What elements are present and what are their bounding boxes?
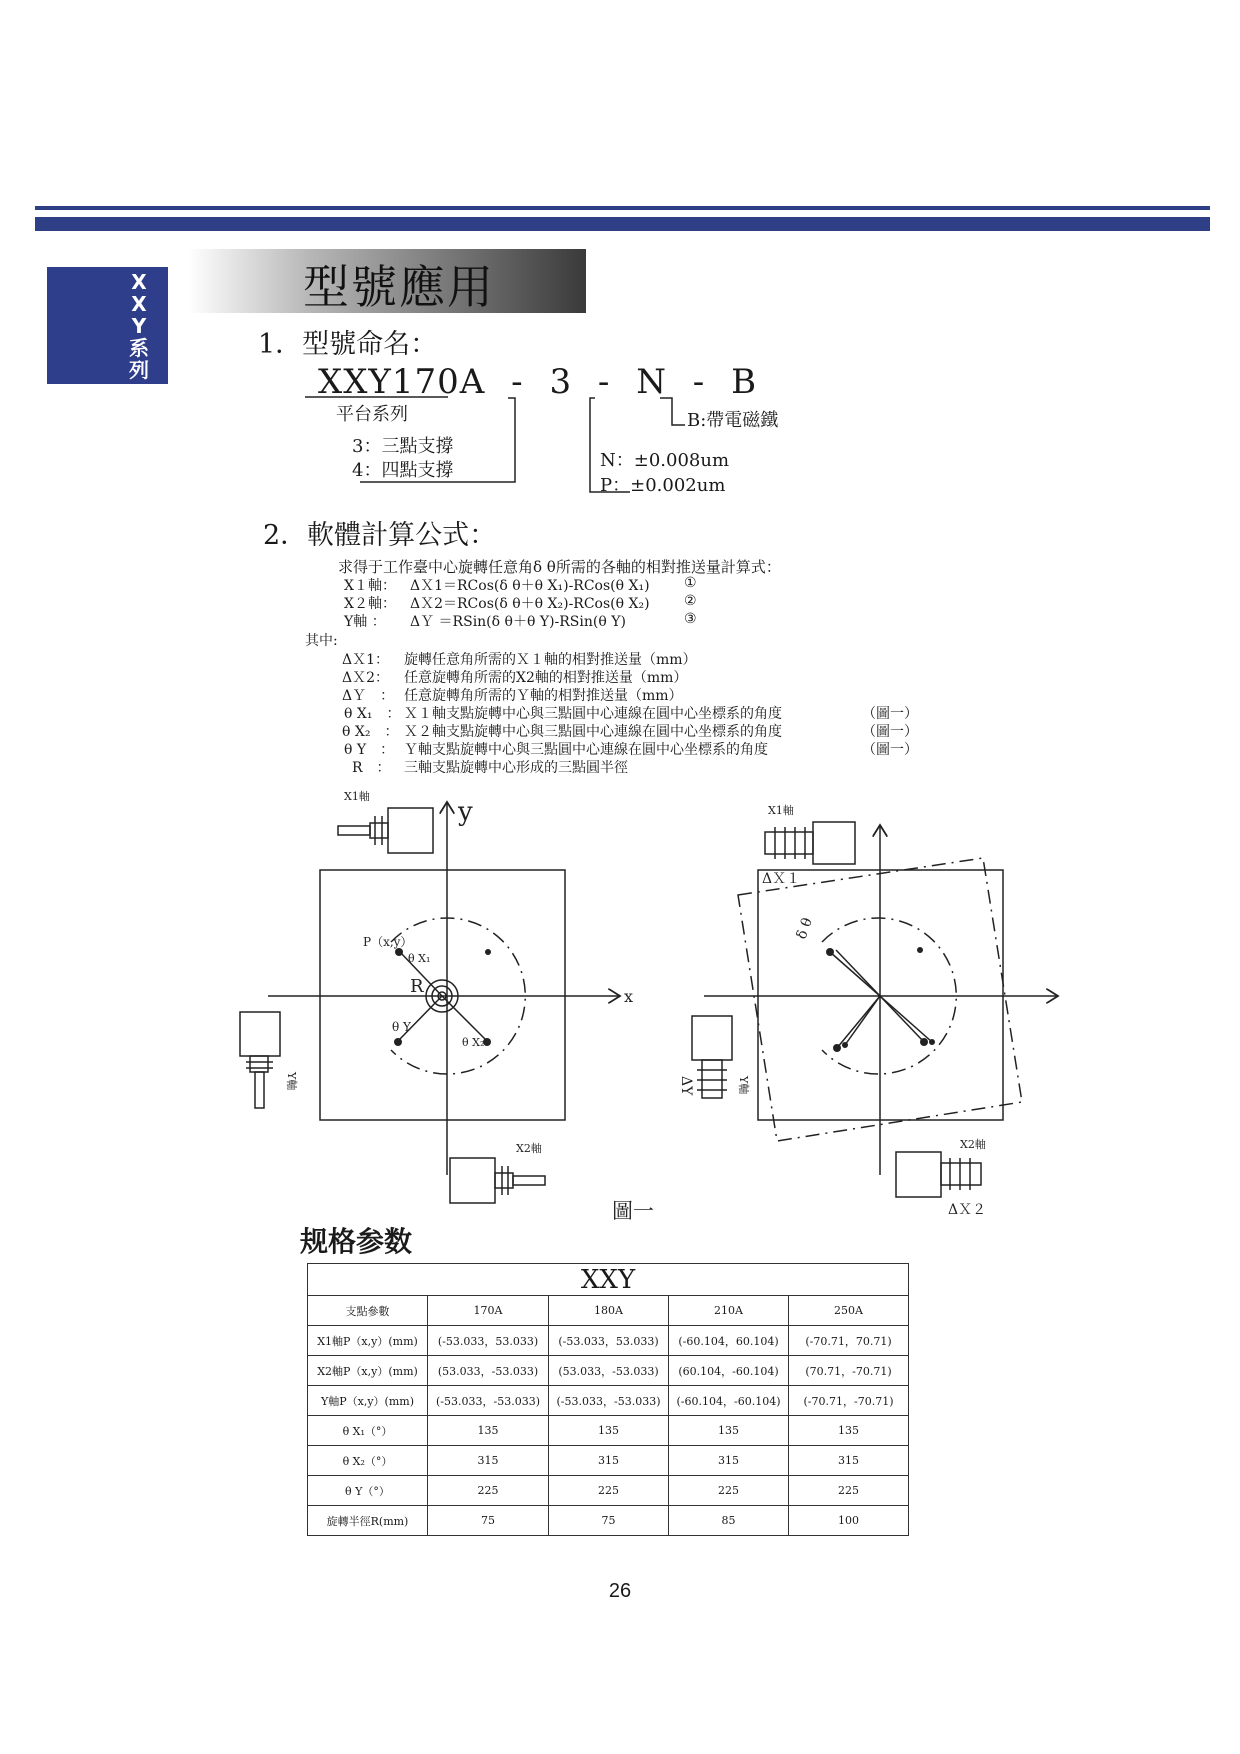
- definition-symbol: θ X₂ ：: [342, 724, 399, 740]
- definition-figure-ref: （圖一）: [862, 706, 918, 722]
- table-cell: θ Y（°）: [308, 1476, 428, 1506]
- left-x1-axis-label: X1軸: [344, 790, 370, 803]
- right-x1-axis-label: X1軸: [768, 804, 794, 817]
- table-cell: (-53.033，-53.033): [549, 1386, 669, 1416]
- page-number: 26: [608, 1580, 632, 1602]
- spec-header-row: [308, 1296, 909, 1326]
- formula-y-num: ③: [684, 611, 697, 627]
- model-dash-2: -: [597, 362, 611, 402]
- table-cell: (53.033，-53.033): [549, 1356, 669, 1386]
- left-theta-x1-label: θ X₁: [408, 952, 431, 965]
- table-cell: Y軸P（x,y）(mm): [308, 1386, 428, 1416]
- section1-heading: 1．型號命名：: [258, 329, 438, 360]
- spec-table: [307, 1263, 909, 1536]
- support-4-label: 4：四點支撐: [352, 460, 454, 481]
- definition-symbol: ΔＸ2：: [342, 670, 390, 686]
- spec-table-title-row: [308, 1264, 909, 1296]
- table-row: [308, 1506, 909, 1536]
- left-x2-axis-label: X2軸: [516, 1142, 542, 1155]
- model-part-option: B: [731, 362, 758, 402]
- table-cell: 135: [669, 1416, 789, 1446]
- table-cell: (-53.033，53.033): [549, 1326, 669, 1356]
- definition-text: 三軸支點旋轉中心形成的三點圓半徑: [404, 760, 628, 776]
- series-side-tab-text: X X Y 系 列: [129, 270, 149, 382]
- left-theta-y-label: θ Y: [392, 1020, 411, 1034]
- right-y-axis-label: Y軸: [737, 1076, 750, 1095]
- table-cell: (-70.71，-70.71): [789, 1386, 909, 1416]
- definition-symbol: R ：: [352, 760, 391, 776]
- table-row: [308, 1416, 909, 1446]
- model-part-support: 3: [549, 362, 573, 402]
- table-cell: X2軸P（x,y）(mm): [308, 1356, 428, 1386]
- table-cell: 315: [428, 1446, 549, 1476]
- table-row: [308, 1326, 909, 1356]
- table-row: [308, 1476, 909, 1506]
- left-x-label: x: [624, 987, 634, 1006]
- table-cell: 100: [789, 1506, 909, 1536]
- definition-text: Ｘ２軸支點旋轉中心與三點圓中心連線在圓中心坐標系的角度: [404, 724, 782, 740]
- table-cell: X1軸P（x,y）(mm): [308, 1326, 428, 1356]
- formula-x2-num: ②: [684, 593, 697, 609]
- table-cell: 85: [669, 1506, 789, 1536]
- table-cell: 135: [789, 1416, 909, 1446]
- table-cell: 315: [669, 1446, 789, 1476]
- figure-caption: 圖一: [612, 1199, 654, 1220]
- left-diagram: [240, 802, 620, 1203]
- right-delta-y-label: ΔY: [678, 1076, 694, 1096]
- definition-figure-ref: （圖一）: [862, 742, 918, 758]
- accuracy-p-label: P：±0.002um: [600, 475, 726, 496]
- right-diagram: [692, 822, 1058, 1197]
- table-cell: 75: [428, 1506, 549, 1536]
- table-cell: θ X₁（°）: [308, 1416, 428, 1446]
- table-cell: (-60.104，60.104): [669, 1326, 789, 1356]
- model-part-accuracy: N: [636, 362, 667, 402]
- right-delta-theta-label: δ θ: [793, 915, 817, 942]
- right-x2-axis-label: X2軸: [960, 1138, 986, 1151]
- left-theta-x2-label: θ X₂: [462, 1036, 485, 1049]
- formula-x1-num: ①: [684, 575, 697, 591]
- model-dash-1: -: [511, 362, 524, 402]
- definition-text: 任意旋轉角所需的Ｙ軸的相對推送量（mm）: [404, 688, 683, 704]
- table-cell: 225: [789, 1476, 909, 1506]
- formula-y-axis: Y軸 ：: [344, 614, 386, 630]
- table-cell: (-60.104，-60.104): [669, 1386, 789, 1416]
- model-callout-lines: [0, 0, 1240, 500]
- table-cell: 225: [428, 1476, 549, 1506]
- definition-symbol: ΔＹ ：: [342, 688, 395, 704]
- left-radius-label: R: [410, 976, 424, 997]
- left-point-p-label: P（x,y）: [363, 935, 413, 949]
- formula-intro: 求得于工作臺中心旋轉任意角δ θ所需的各軸的相對推送量計算式：: [338, 558, 781, 576]
- formula-x2-axis: X２軸：: [344, 596, 396, 612]
- right-delta-x1-label: ΔＸ１: [762, 871, 801, 887]
- table-cell: 135: [549, 1416, 669, 1446]
- table-cell: θ X₂（°）: [308, 1446, 428, 1476]
- definition-text: 任意旋轉角所需的X2軸的相對推送量（mm）: [404, 670, 688, 686]
- spec-table-title: XXY: [308, 1264, 909, 1296]
- table-row: [308, 1356, 909, 1386]
- table-cell: 75: [549, 1506, 669, 1536]
- definition-text: Ｘ１軸支點旋轉中心與三點圓中心連線在圓中心坐標系的角度: [404, 706, 782, 722]
- support-3-label: 3：三點支撐: [352, 436, 454, 457]
- definition-text: 旋轉任意角所需的Ｘ１軸的相對推送量（mm）: [404, 652, 697, 668]
- option-b-label: B:帶電磁鐵: [687, 410, 779, 431]
- model-part-series: XXY170A: [318, 362, 486, 402]
- spec-column-header: 支點參數: [308, 1296, 428, 1326]
- spec-column-header: 180A: [549, 1296, 669, 1326]
- table-cell: 旋轉半徑R(mm): [308, 1506, 428, 1536]
- where-label: 其中:: [305, 633, 338, 649]
- formula-x2-expr: ΔＸ2＝RCos(δ θ＋θ X₂)-RCos(θ X₂): [410, 596, 650, 612]
- page-title: 型號應用: [303, 260, 495, 314]
- definition-figure-ref: （圖一）: [862, 724, 918, 740]
- model-dash-3: -: [692, 362, 706, 402]
- table-cell: 315: [549, 1446, 669, 1476]
- definition-symbol: θ Y ：: [344, 742, 395, 758]
- table-cell: (-70.71，70.71): [789, 1326, 909, 1356]
- table-cell: (70.71，-70.71): [789, 1356, 909, 1386]
- definition-symbol: θ X₁ ：: [344, 706, 401, 722]
- spec-column-header: 170A: [428, 1296, 549, 1326]
- spec-column-header: 250A: [789, 1296, 909, 1326]
- formula-x1-axis: X１軸：: [344, 578, 396, 594]
- formula-x1-expr: ΔＸ1＝RCos(δ θ＋θ X₁)-RCos(θ X₁): [410, 578, 650, 594]
- spec-column-header: 210A: [669, 1296, 789, 1326]
- table-row: [308, 1386, 909, 1416]
- table-cell: 135: [428, 1416, 549, 1446]
- table-row: [308, 1446, 909, 1476]
- left-y-label: y: [458, 797, 473, 827]
- accuracy-n-label: N：±0.008um: [600, 450, 730, 471]
- spec-section-title: 规格参数: [300, 1225, 413, 1258]
- table-cell: 225: [549, 1476, 669, 1506]
- table-cell: (-53.033，53.033): [428, 1326, 549, 1356]
- right-delta-x2-label: ΔＸ２: [948, 1202, 987, 1218]
- table-cell: (60.104，-60.104): [669, 1356, 789, 1386]
- table-cell: 225: [669, 1476, 789, 1506]
- section2-heading: 2．軟體計算公式：: [263, 520, 497, 551]
- definition-symbol: ΔＸ1：: [342, 652, 390, 668]
- table-cell: (53.033，-53.033): [428, 1356, 549, 1386]
- platform-series-label: 平台系列: [336, 404, 408, 425]
- left-y-axis-label: Y軸: [285, 1072, 298, 1091]
- definition-text: Ｙ軸支點旋轉中心與三點圓中心連線在圓中心坐標系的角度: [404, 742, 768, 758]
- figure-1-diagram: [0, 780, 1240, 1220]
- formula-y-expr: ΔＹ ＝RSin(δ θ＋θ Y)-RSin(θ Y): [410, 614, 626, 630]
- left-platform-square: [320, 870, 565, 1120]
- table-cell: 315: [789, 1446, 909, 1476]
- table-cell: (-53.033，-53.033): [428, 1386, 549, 1416]
